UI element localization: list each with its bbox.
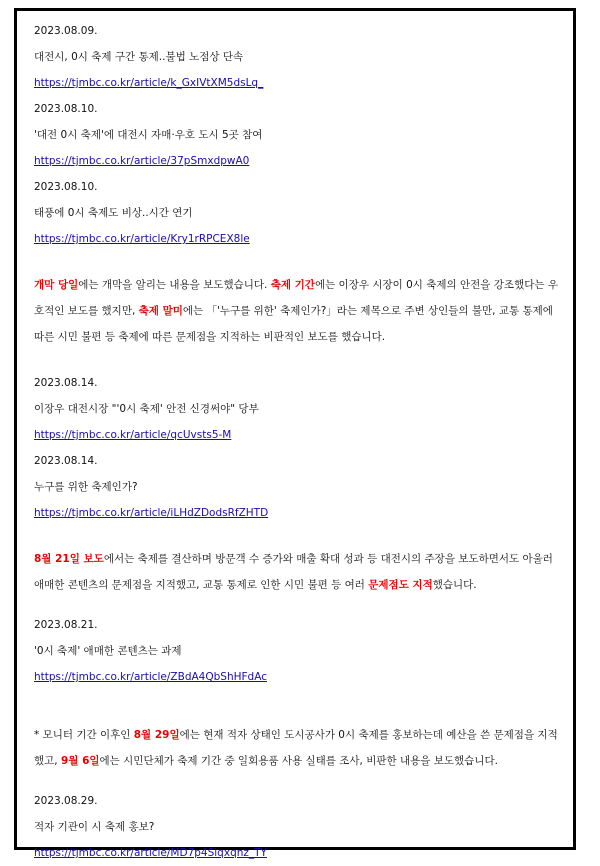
highlight-text: 축제 말미 (138, 305, 183, 317)
highlight-text: 축제 기간 (270, 279, 315, 291)
article-date: 2023.08.10. (34, 103, 98, 115)
article-entry (34, 612, 566, 690)
body-text: 에는 이장우 시장이 0시 축제의 안전을 강조했다는 우호적인 보도를 했지만, (34, 279, 558, 317)
article-link[interactable]: https://tjmbc.co.kr/article/MD7p4Slqxqnz_TY (34, 847, 267, 859)
article-group-2 (34, 370, 566, 526)
article-link[interactable]: https://tjmbc.co.kr/article/qcUvsts5-M (34, 429, 232, 441)
article-title: 이장우 대전시장 "'0시 축제' 안전 신경써야" 당부 (34, 403, 259, 415)
article-entry (34, 370, 566, 448)
highlight-text: 개막 당일 (34, 279, 79, 291)
article-date: 2023.08.29. (34, 795, 98, 807)
article-date: 2023.08.10. (34, 181, 98, 193)
article-entry (34, 18, 566, 96)
article-date: 2023.08.21. (34, 619, 98, 631)
body-text: 에는 「'누구를 위한' 축제인가?」라는 제목으로 주변 상인들의 불만, 교통 통제에 따른 시민 불편 등 축제에 따른 문제점을 지적하는 비판적인 보도를 했습니다. (34, 305, 553, 343)
article-title: 태풍에 0시 축제도 비상..시간 연기 (34, 207, 193, 219)
article-date: 2023.08.14. (34, 377, 98, 389)
body-text: 했습니다. (432, 579, 477, 591)
article-title: 대전시, 0시 축제 구간 통제..불법 노점상 단속 (34, 51, 244, 63)
body-text: 에는 시민단체가 축제 기간 중 일회용품 사용 실태를 조사, 비판한 내용을 보도했습니다. (99, 755, 498, 767)
article-title: 적자 기관이 시 축제 홍보? (34, 821, 155, 833)
summary-paragraph-1 (34, 272, 566, 350)
article-link[interactable]: https://tjmbc.co.kr/article/Kry1rRPCEX8le (34, 233, 250, 245)
article-entry (34, 448, 566, 526)
document-content (34, 18, 566, 866)
body-text: * 모니터 기간 이후인 (34, 729, 134, 741)
article-entry (34, 174, 566, 252)
article-entry (34, 788, 566, 866)
body-text: 에는 개막을 알리는 내용을 보도했습니다. (78, 279, 271, 291)
highlight-text: 9월 6일 (60, 755, 100, 767)
article-title: '대전 0시 축제'에 대전시 자매·우호 도시 5곳 참여 (34, 129, 263, 141)
article-date: 2023.08.09. (34, 25, 98, 37)
article-entry (34, 96, 566, 174)
highlight-text: 8월 21일 보도 (34, 553, 104, 565)
article-link[interactable]: https://tjmbc.co.kr/article/iLHdZDodsRfZHTD (34, 507, 269, 519)
article-link[interactable]: https://tjmbc.co.kr/article/37pSmxdpwA0 (34, 155, 250, 167)
footnote-paragraph (34, 722, 566, 774)
summary-paragraph-2 (34, 546, 566, 598)
body-text: 에서는 축제를 결산하며 방문객 수 증가와 매출 확대 성과 등 대전시의 주장을 보도하면서도 아울러 애매한 콘텐츠의 문제점을 지적했고, 교통 통제로 인한 시민 불편 등 여러 (34, 553, 553, 591)
article-title: '0시 축제' 애매한 콘텐츠는 과제 (34, 645, 182, 657)
article-group-4 (34, 788, 566, 866)
highlight-text: 문제점도 지적 (368, 579, 433, 591)
article-title: 누구를 위한 축제인가? (34, 481, 138, 493)
highlight-text: 8월 29일 (133, 729, 180, 741)
body-text: 에는 현재 적자 상태인 도시공사가 0시 축제를 홍보하는데 예산을 쓴 문제점을 지적했고, (34, 729, 558, 767)
article-group-1 (34, 18, 566, 252)
article-link[interactable]: https://tjmbc.co.kr/article/k_GxIVtXM5dsLq_ (34, 77, 264, 89)
article-date: 2023.08.14. (34, 455, 98, 467)
article-group-3 (34, 612, 566, 690)
article-link[interactable]: https://tjmbc.co.kr/article/ZBdA4QbShHFdAc (34, 671, 267, 683)
